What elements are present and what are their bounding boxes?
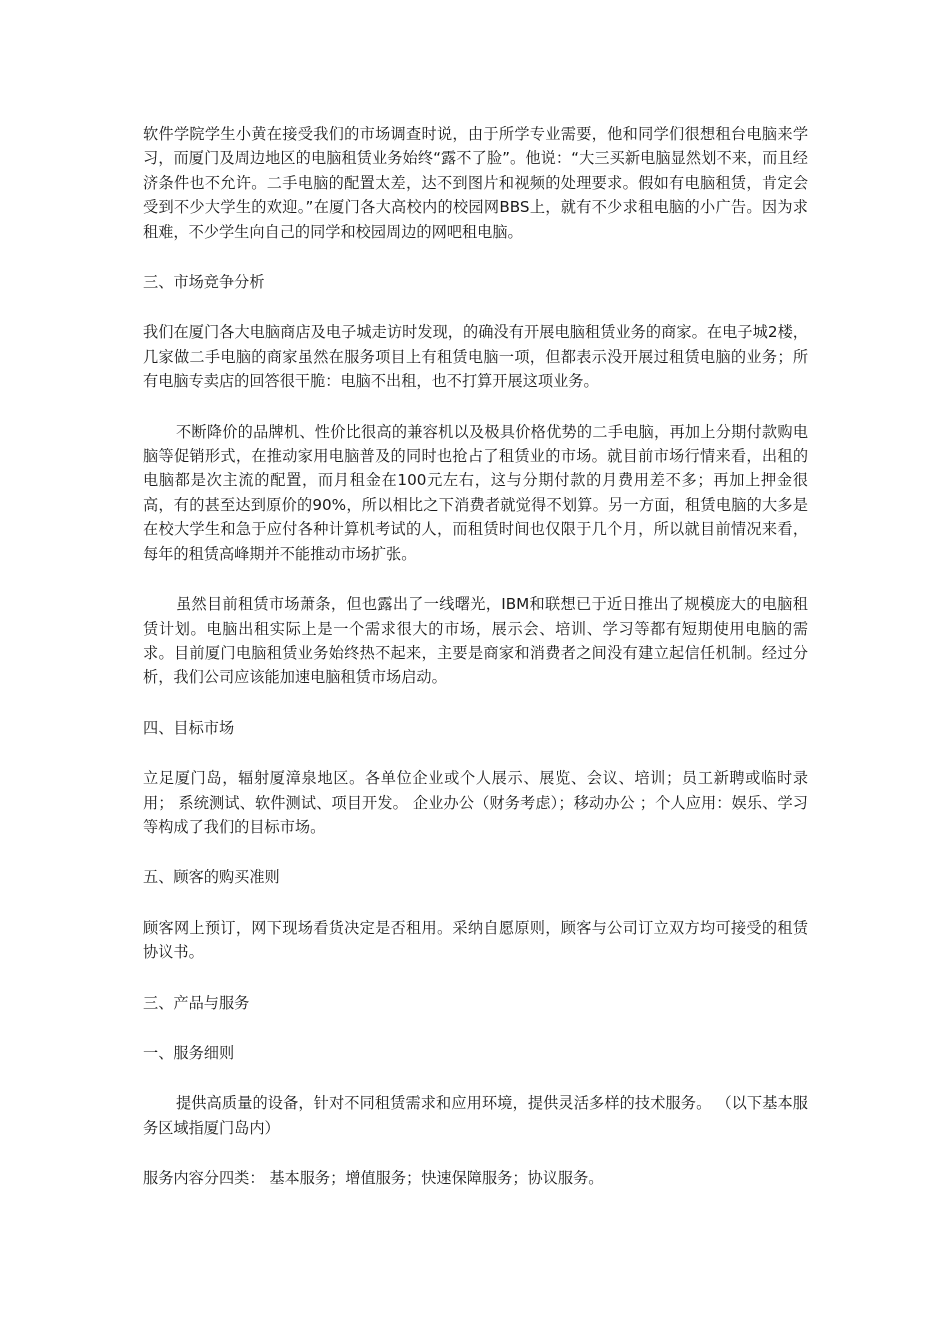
paragraph-purchase-criteria: 顾客网上预订，网下现场看货决定是否租用。采纳自愿原则，顾客与公司订立双方均可接受的租赁协议书。 <box>143 918 808 962</box>
paragraph-store-visit: 我们在厦门各大电脑商店及电子城走访时发现，的确没有开展电脑租赁业务的商家。在电子城2楼，几家做二手电脑的商家虽然在服务项目上有租赁电脑一项，但都表示没开展过租赁电脑的业务；所有电脑专卖店的回答很干脆：电脑不出租，也不打算开展这项业务。 <box>143 323 808 391</box>
paragraph-service-details: 提供高质量的设备，针对不同租赁需求和应用环境，提供灵活多样的技术服务。 （以下基本服务区域指厦门岛内） <box>143 1094 808 1137</box>
heading-products-services: 三、产品与服务 <box>143 993 250 1012</box>
paragraph-service-categories: 服务内容分四类： 基本服务；增值服务；快速保障服务；协议服务。 <box>143 1169 604 1188</box>
heading-service-details: 一、服务细则 <box>143 1043 235 1062</box>
paragraph-price-pressure: 不断降价的品牌机、性价比很高的兼容机以及极具价格优势的二手电脑，再加上分期付款购电脑等促销形式，在推动家用电脑普及的同时也抢占了租赁业的市场。就目前市场行情来看，出租的电脑都是次主流的配置，而月租金在100元左右，这与分期付款的月费用差不多；再加上押金很高，有的甚至达到原价的90%，所以相比之下消费者就觉得不划算。另一方面，租赁电脑的大多是在校大学生和急于应付各种计算机考试的人，而租赁时间也仅限于几个月，所以就目前情况来看，每年的租赁高峰期并不能推动市场扩张。 <box>143 422 808 563</box>
heading-purchase-criteria: 五、顾客的购买准则 <box>143 868 280 887</box>
heading-market-competition: 三、市场竞争分析 <box>143 273 265 292</box>
heading-target-market: 四、目标市场 <box>143 718 235 737</box>
document-page <box>143 122 808 1191</box>
paragraph-target-market: 立足厦门岛，辐射厦漳泉地区。各单位企业或个人展示、展览、会议、培训；员工新聘或临时录用； 系统测试、软件测试、项目开发。 企业办公（财务考虑）；移动办公 ；个人应用：娱乐、学习等构成了我们的目标市场。 <box>143 769 808 836</box>
paragraph-market-outlook: 虽然目前租赁市场萧条，但也露出了一线曙光，IBM和联想已于近日推出了规模庞大的电脑租赁计划。电脑出租实际上是一个需求很大的市场，展示会、培训、学习等都有短期使用电脑的需求。目前厦门电脑租赁业务始终热不起来，主要是商家和消费者之间没有建立起信任机制。经过分析，我们公司应该能加速电脑租赁市场启动。 <box>143 595 808 687</box>
paragraph-student-survey: 软件学院学生小黄在接受我们的市场调查时说，由于所学专业需要，他和同学们很想租台电脑来学习，而厦门及周边地区的电脑租赁业务始终“露不了脸”。他说：“大三买新电脑显然划不来，而且经济条件也不允许。二手电脑的配置太差，达不到图片和视频的处理要求。假如有电脑租赁，肯定会受到不少大学生的欢迎。”在厦门各大高校内的校园网BBS上，就有不少求租电脑的小广告。因为求租难，不少学生向自己的同学和校园周边的网吧租电脑。 <box>143 125 808 241</box>
